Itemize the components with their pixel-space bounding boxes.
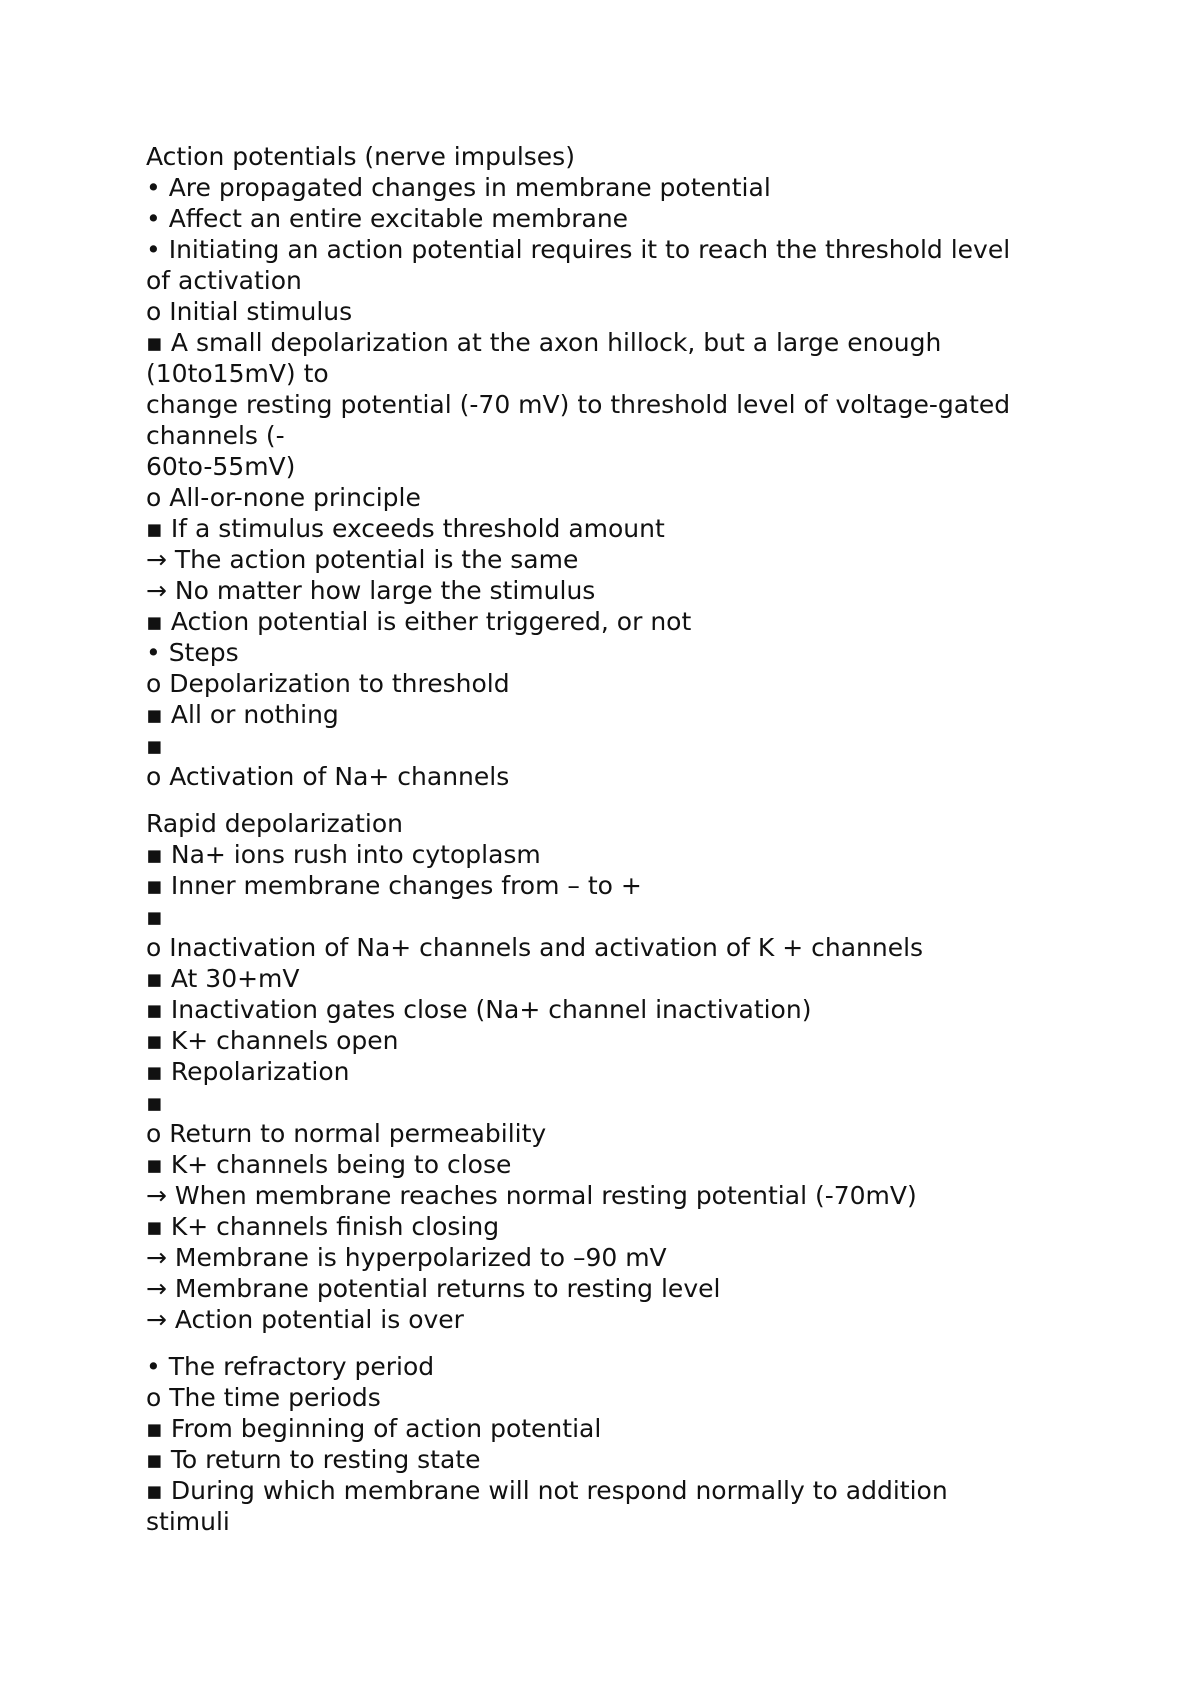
doc-line: ▪ Repolarization — [146, 1057, 350, 1086]
doc-line: ▪ From beginning of action potential — [146, 1414, 602, 1443]
doc-line: → When membrane reaches normal resting potential (-70mV) — [146, 1181, 917, 1210]
doc-line: → Membrane is hyperpolarized to –90 mV — [146, 1243, 667, 1272]
doc-line: → The action potential is the same — [146, 545, 579, 574]
doc-line: ▪ — [146, 1088, 163, 1117]
doc-line: Rapid depolarization — [146, 809, 404, 838]
doc-line: o All-or-none principle — [146, 483, 421, 512]
paragraph-gap — [146, 792, 1096, 808]
doc-line: (10to15mV) to — [146, 359, 329, 388]
doc-line: o Return to normal permeability — [146, 1119, 547, 1148]
doc-heading-action-potentials: Action potentials (nerve impulses) — [146, 142, 575, 171]
paragraph-gap — [146, 1335, 1096, 1351]
doc-line: • Affect an entire excitable membrane — [146, 204, 629, 233]
doc-line: of activation — [146, 266, 302, 295]
document-body — [146, 141, 1096, 1537]
doc-line: → Action potential is over — [146, 1305, 464, 1334]
section-rapid-depolarization — [146, 808, 1096, 1335]
doc-line: stimuli — [146, 1507, 230, 1536]
doc-line: ▪ To return to resting state — [146, 1445, 481, 1474]
doc-line: ▪ K+ channels open — [146, 1026, 399, 1055]
doc-line: ▪ At 30+mV — [146, 964, 300, 993]
doc-line: ▪ K+ channels being to close — [146, 1150, 512, 1179]
section-action-potentials — [146, 141, 1096, 792]
doc-line: • Are propagated changes in membrane potential — [146, 173, 771, 202]
doc-line: ▪ Inactivation gates close (Na+ channel inactivation) — [146, 995, 812, 1024]
doc-line: → Membrane potential returns to resting level — [146, 1274, 721, 1303]
doc-line: ▪ Na+ ions rush into cytoplasm — [146, 840, 541, 869]
doc-line: 60to-55mV) — [146, 452, 296, 481]
doc-line: o Inactivation of Na+ channels and activation of K + channels — [146, 933, 924, 962]
doc-line: ▪ Inner membrane changes from – to + — [146, 871, 642, 900]
doc-line: ▪ — [146, 731, 163, 760]
doc-line: • Initiating an action potential requires it to reach the threshold level — [146, 235, 1011, 264]
doc-line: channels (- — [146, 421, 285, 450]
doc-line: ▪ Action potential is either triggered, or not — [146, 607, 692, 636]
section-refractory-period — [146, 1351, 1096, 1537]
doc-line: ▪ A small depolarization at the axon hillock, but a large enough — [146, 328, 942, 357]
doc-line: → No matter how large the stimulus — [146, 576, 596, 605]
doc-line: o The time periods — [146, 1383, 381, 1412]
doc-line: • The refractory period — [146, 1352, 435, 1381]
doc-line: • Steps — [146, 638, 239, 667]
doc-line: o Initial stimulus — [146, 297, 353, 326]
doc-line: o Activation of Na+ channels — [146, 762, 510, 791]
doc-line: ▪ — [146, 902, 163, 931]
doc-line: ▪ During which membrane will not respond normally to addition — [146, 1476, 948, 1505]
doc-line: ▪ If a stimulus exceeds threshold amount — [146, 514, 665, 543]
doc-line: ▪ K+ channels finish closing — [146, 1212, 500, 1241]
doc-line: o Depolarization to threshold — [146, 669, 510, 698]
doc-line: change resting potential (-70 mV) to threshold level of voltage-gated — [146, 390, 1011, 419]
doc-line: ▪ All or nothing — [146, 700, 339, 729]
